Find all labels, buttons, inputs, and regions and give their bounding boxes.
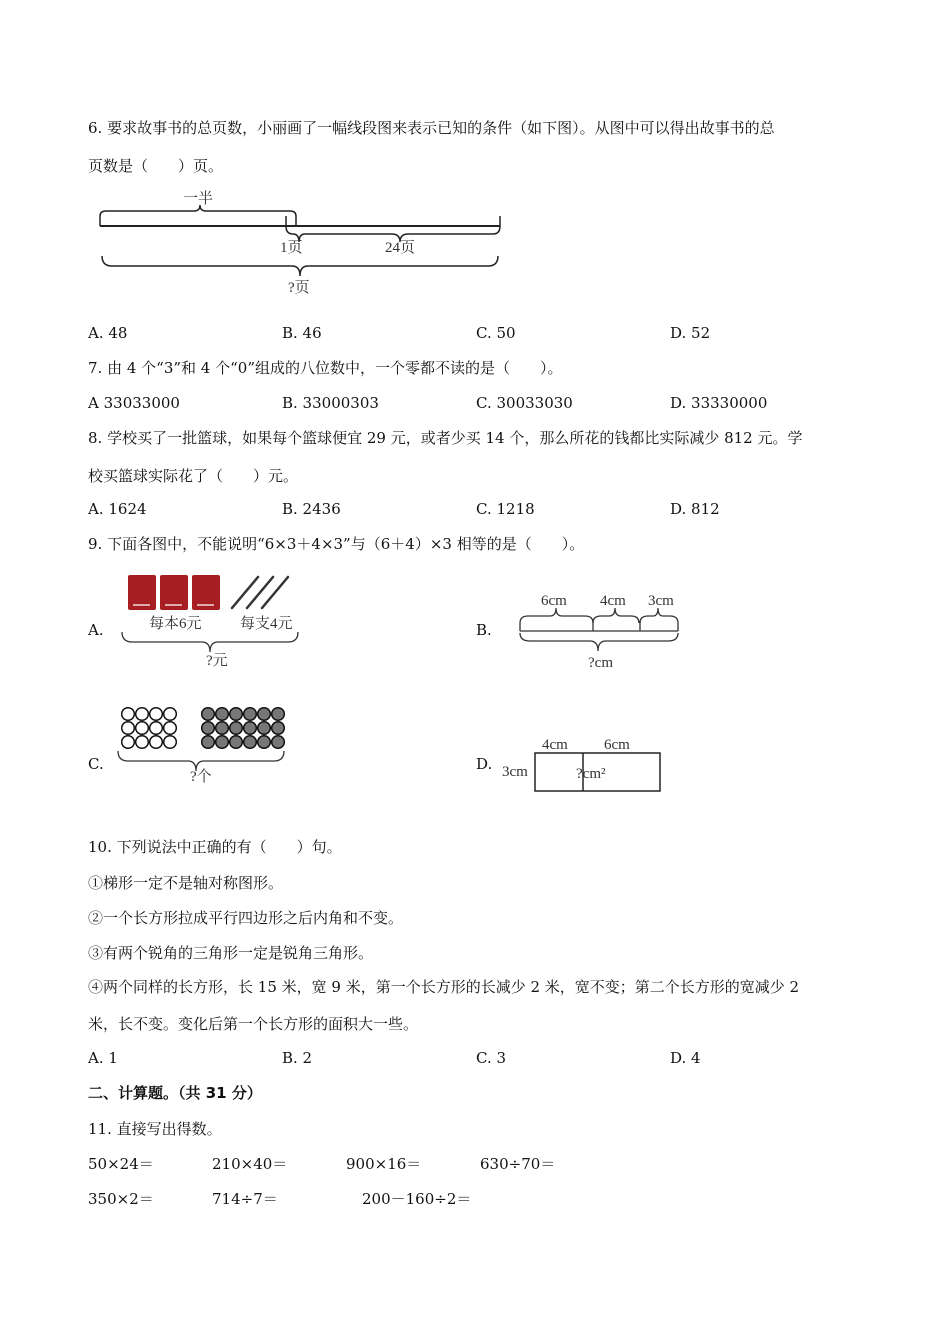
circles-group [122,708,285,749]
section-heading: 二、计算题。（共 31 分） [88,1084,262,1102]
q7-option-a: A 33033000 [88,394,180,412]
q10-statement-1: ①梯形一定不是轴对称图形。 [88,874,284,892]
calc-item: 900×16＝ [346,1155,422,1173]
one-page-label: 1页 [280,240,303,256]
white-circle [122,736,135,749]
gray-circle [258,708,271,721]
white-circle [164,736,177,749]
white-circle [122,708,135,721]
white-circle [136,736,149,749]
q8-option-a: A. 1624 [88,500,147,518]
q10-statement-4-cont: 米，长不变。变化后第一个长方形的面积大一些。 [88,1015,419,1033]
gray-circle [258,722,271,735]
q6-option-a: A. 48 [88,324,128,342]
pens-icon [232,577,288,608]
gray-circle [202,736,215,749]
gray-circle [244,722,257,735]
white-circle [150,722,163,735]
book-price-label: 每本6元 [149,616,202,632]
calc-item: 714÷7＝ [212,1190,278,1208]
q10-option-a: A. 1 [88,1049,118,1067]
total-length-label: ?cm [588,655,613,671]
white-circle [150,708,163,721]
gray-circle [216,736,229,749]
q10-statement-4: ④两个同样的长方形，长 15 米，宽 9 米，第一个长方形的长减少 2 米，宽不变；第二个长方形的宽减少 2 [88,978,800,996]
q8-text: 8. 学校买了一批篮球，如果每个篮球便宜 29 元，或者少买 14 个，那么所花的钱都比实际减少 812 元。学 [88,429,803,447]
segment-4cm-label: 4cm [600,593,626,609]
q8-option-d: D. 812 [670,500,720,518]
q6-option-b: B. 46 [282,324,322,342]
q6-option-d: D. 52 [670,324,711,342]
white-circle [164,722,177,735]
q7-text: 7. 由 4 个“3”和 4 个“0”组成的八位数中，一个零都不读的是（ ）。 [88,359,563,377]
white-circle [136,722,149,735]
q11-text: 11. 直接写出得数。 [88,1120,222,1138]
q6-text-2: 页数是（ ）页。 [88,157,224,175]
q9-c-label: C. [88,755,104,773]
calc-item: 200－160÷2＝ [362,1190,472,1208]
calc-item: 350×2＝ [88,1190,154,1208]
total-price-label: ?元 [206,653,228,669]
gray-circle [202,708,215,721]
gray-circle [230,708,243,721]
q7-option-b: B. 33000303 [282,394,379,412]
q9-b-label: B. [476,621,492,639]
white-circle [150,736,163,749]
q9-a-label: A. [88,621,104,639]
width-4cm-label: 4cm [542,737,568,753]
height-3cm-label: 3cm [502,764,528,780]
calc-item: 630÷70＝ [480,1155,556,1173]
total-count-label: ?个 [190,769,212,785]
segment-6cm-label: 6cm [541,593,567,609]
gray-circle [202,722,215,735]
q8-option-b: B. 2436 [282,500,341,518]
calc-item: 50×24＝ [88,1155,154,1173]
area-label: ?cm² [576,766,606,782]
white-circle [164,708,177,721]
q9-text: 9. 下面各图中，不能说明“6×3＋4×3”与（6＋4）×3 相等的是（ ）。 [88,535,585,553]
q7-option-d: D. 33330000 [670,394,768,412]
q10-option-d: D. 4 [670,1049,701,1067]
q6-text: 6. 要求故事书的总页数，小丽画了一幅线段图来表示已知的条件（如下图）。从图中可以得出故事书的总 [88,119,775,137]
gray-circle [216,722,229,735]
segment-3cm-label: 3cm [648,593,674,609]
q10-statement-2: ②一个长方形拉成平行四边形之后内角和不变。 [88,909,404,927]
q8-text-2: 校买篮球实际花了（ ）元。 [88,467,299,485]
q9-d-label: D. [476,755,493,773]
rest-pages-label: 24页 [385,240,416,256]
half-label: 一半 [183,191,214,207]
q7-option-c: C. 30033030 [476,394,573,412]
total-pages-label: ?页 [288,280,310,296]
pen-price-label: 每支4元 [240,616,293,632]
q10-statement-3: ③有两个锐角的三角形一定是锐角三角形。 [88,944,374,962]
width-6cm-label: 6cm [604,737,630,753]
gray-circle [230,736,243,749]
q10-option-c: C. 3 [476,1049,507,1067]
q10-text: 10. 下列说法中正确的有（ ）句。 [88,838,342,856]
gray-circle [272,722,285,735]
q10-option-b: B. 2 [282,1049,313,1067]
white-circle [136,708,149,721]
q6-option-c: C. 50 [476,324,516,342]
gray-circle [258,736,271,749]
gray-circle [230,722,243,735]
q8-option-c: C. 1218 [476,500,535,518]
gray-circle [272,736,285,749]
gray-circle [244,736,257,749]
calc-item: 210×40＝ [212,1155,288,1173]
gray-circle [272,708,285,721]
gray-circle [244,708,257,721]
white-circle [122,722,135,735]
gray-circle [216,708,229,721]
